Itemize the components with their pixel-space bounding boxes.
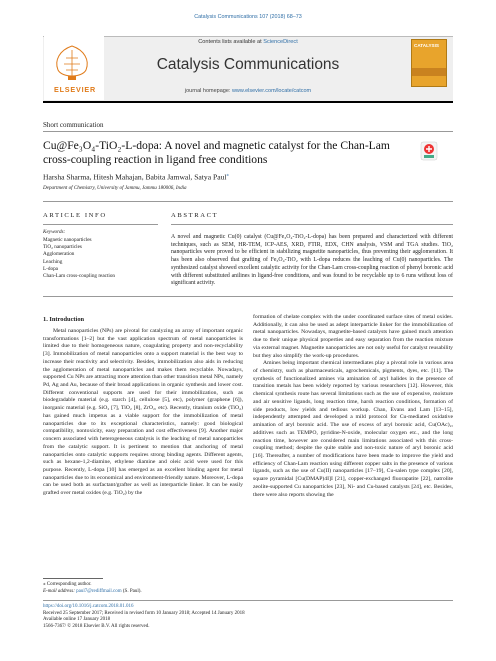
right-column xyxy=(253,314,453,499)
keyword: L-dopa xyxy=(43,265,58,272)
homepage-link[interactable]: www.elsevier.com/locate/catcom xyxy=(231,88,312,94)
received-dates: Received 25 September 2017; Received in revised form 10 January 2018; Accepted 14 January 2018 xyxy=(43,610,245,616)
available-online: Available online 17 January 2018 xyxy=(43,617,111,622)
sciencedirect-link[interactable]: ScienceDirect xyxy=(263,39,298,45)
corresponding-note: ⁎ Corresponding author. xyxy=(43,582,92,587)
email-link[interactable]: paul7@rediffmail.com xyxy=(76,588,122,594)
copyright: 1566-7367/ © 2018 Elsevier B.V. All rights reserved. xyxy=(43,623,150,629)
keyword: Leaching xyxy=(43,258,63,265)
article-type: Short communication xyxy=(43,121,104,129)
divider xyxy=(43,600,453,601)
journal-reference[interactable]: Catalysis Communications 107 (2018) 68–73 xyxy=(194,14,302,20)
header-rule xyxy=(43,101,453,103)
keyword: Agglomeration xyxy=(43,251,75,258)
author-list: Harsha Sharma, Hitesh Mahajan, Babita Jamwal, Satya Paul⁎ xyxy=(43,172,229,182)
corresponding-author-mark[interactable]: ⁎ xyxy=(226,173,229,178)
article-info-heading: ARTICLE INFO xyxy=(43,212,107,219)
divider xyxy=(43,131,453,132)
journal-title[interactable]: Catalysis Communications xyxy=(156,56,340,73)
divider xyxy=(171,224,453,225)
section-heading: 1. Introduction xyxy=(43,316,85,323)
abstract-text: A novel and magnetic Cu(0) catalyst (Cu@Fe₃O₄-TiO₂-L-dopa) has been prepared and characterized with different techniques, such as SEM, HR-TEM, ICP-AES, XRD, FTIR, EDX, CHN analysis, VSM and TGA studies. TiO₂ nanoparticles were proved to be efficient in stabilizing magnetite nanoparticles, thus preventing their agglomeration. It has been also observed that grafting of Fe₃O₄-TiO₂ with L-dopa reduces the leaching of Cu(0) nanoparticles. The synthesized catalyst showed excellent catalytic activity for the Chan-Lam cross-coupling reaction of phenyl boronic acid with different substituted anilines in ligand-free conditions, and was found to be recyclable up to 6 runs without loss of significant activity. xyxy=(171,234,453,287)
keywords-label: Keywords: xyxy=(43,229,66,235)
paragraph: Metal nanoparticles (NPs) are pivotal for catalyzing an array of important organic transformations [1–2] but the vast application spectrum of metal nanoparticles is limited due to their homogeneous nature, coagulating property and non-recyclability [3]. Immobilization of metal nanoparticles onto a support material is the best way to increase their reactivity and selectivity. Besides, immobilization also aids in reducing the agglomeration of metal nanoparticles and makes them recyclable. Nowadays, supported Cu NPs are attracting more attention than other transition metal NPs, namely Pd, Ag and Au, because of their broad applications in organic synthesis and lower cost. Different conventional supports are used for their immobilization, such as biodegradable material (e.g. starch [4], cellulose [5], etc), polymer (graphene [6]), inorganic material (e.g. SiO₂ [7], TiO₂ [8], ZrO₂, etc). Recently, titanium oxide (TiO₂) has gained much impetus as a viable support for the immobilization of metal nanoparticles due to its exceptional characteristics, namely: good biological compatibility, nontoxicity, easy preparation and cost effectiveness [9]. Another major concern associated with heterogeneous catalysis is the leaching of metal nanoparticles from the catalytic support. It is pertinent to mention that anchoring of metal nanoparticles onto catalytic supports requires strong binding agents. Different agents, such as hexane-1,2-diamine, ethylene diamine and oleic acid were used for this purpose. Recently, L-dopa [10] has emerged as an excellent binding agent for metal nanoparticles due to its economical and environment-friendly nature. Moreover, L-dopa can be used both as surfactant/grafter as well as interparticle linker. It can be easily grafted over metal oxides (e.g. TiO₂) by the xyxy=(43,328,243,497)
keyword-list xyxy=(43,237,115,280)
left-column xyxy=(43,328,243,498)
footnote-rule xyxy=(43,578,103,579)
cover-strip xyxy=(412,68,446,76)
publisher-logo-text: ELSEVIER xyxy=(54,85,96,94)
crossmark-icon[interactable] xyxy=(420,141,438,161)
paragraph: Amines being important chemical intermediates play a pivotal role in various area of chemistry, such as pharmaceuticals, agrochemicals, pigments, dyes, etc. [11]. The synthesis of functionalized amines via amination of aryl halides in the presence of transition metals has been widely reported by various researchers [12]. However, this chemical synthesis route has several limitations such as the use of expensive, moisture and air sensitive ligands, long reaction time, harsh reaction conditions, formation of side products, low yields and tedious workup. Chan, Evans and Lam [13–15], independently attempted and developed a mild protocol for Cu-mediated oxidative amination of aryl boronic acid. The use of excess of aryl boronic acid, Cu(OAc)₂, additives such as TEMPO, pyridine-N-oxide, molecular oxygen etc., and the long reaction time, however are considered main limitations associated with this cross-coupling method; despite the quite stable and non-toxic nature of aryl boronic acid [16]. Thereafter, a number of modifications have been made to improve the yield and efficiency of Chan-Lam reaction using different copper salts in the presence of various ligands, such as the use of Cu(II) nanoparticles [17–19], Cu-salen type complex [20], square pyramidal [Cu(DMAP)4I]I [21], copper-exchanged fluorapatite [22], natrolite zeolite-supported Cu nanoparticles [23], Ni- and Cu-based catalysts [24], etc. Besides, there were also reports showing the xyxy=(253,360,453,498)
footnote xyxy=(43,582,142,595)
keyword: TiO₂ nanoparticles xyxy=(43,244,82,251)
contents-line: Contents lists available at ScienceDirect xyxy=(198,39,298,45)
doi-link[interactable]: https://doi.org/10.1016/j.catcom.2018.01.016 xyxy=(43,604,134,609)
article-footer xyxy=(43,604,245,630)
abstract-heading: ABSTRACT xyxy=(171,212,219,219)
affiliation: Department of Chemistry, University of Jammu, Jammu 180006, India xyxy=(43,185,187,191)
email-line: E-mail address: paul7@rediffmail.com (S. Paul). xyxy=(43,588,142,594)
cover-title: CATALYSIS xyxy=(414,43,439,48)
divider xyxy=(43,224,158,225)
divider xyxy=(43,296,453,297)
paragraph: formation of chelate complex with the under coordinated surface sites of metal oxides. Additionally, it can also be used as adept interparticle linker for the immobilization of metal nanoparticles. Nowadays, magnetite-based catalysts have gained much attention due to their unique physical properties and easy separation from the reaction mixture via external magnet. Magnetite nanoparticles are not only useful for catalyst reusability but they also simplify the work-up procedures. xyxy=(253,314,453,359)
divider xyxy=(43,201,453,202)
journal-cover-thumbnail[interactable] xyxy=(411,39,447,87)
keyword: Magnetic nanoparticles xyxy=(43,237,92,243)
keyword: Chan-Lam cross-coupling reaction xyxy=(43,273,116,280)
article-title: Cu@Fe₃O₄-TiO₂-L-dopa: A novel and magnetic catalyst for the Chan-Lam cross-coupling reaction in ligand free conditions xyxy=(43,139,390,166)
homepage-line: journal homepage: www.elsevier.com/locate/catcom xyxy=(184,88,312,94)
